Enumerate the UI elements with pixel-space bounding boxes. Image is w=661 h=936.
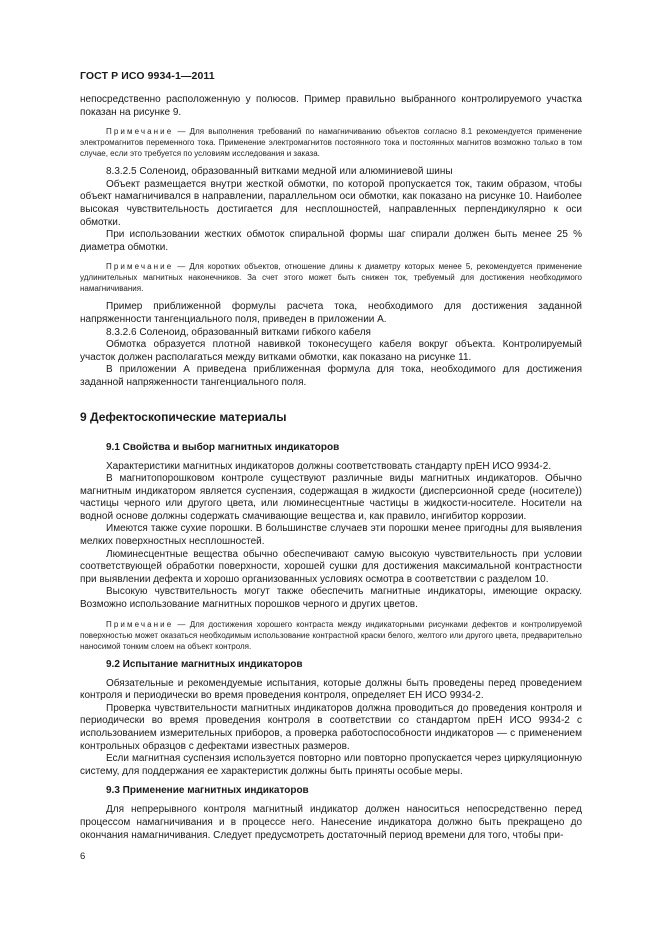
paragraph: Обязательные и рекомендуемые испытания, которые должны быть проведены перед проведением контроля и периодически во время проведения контроля, определяет ЕН ИСО 9934-2. (80, 677, 582, 702)
note-text: — Для достижения хорошего контраста между индикаторными рисунками дефектов и контролируемой поверхностью может оказаться необходимым использование контрастной краски белого, желтого или другого цвета, предварительно наносимой тонким слоем на объект контроля. (80, 619, 582, 651)
paragraph: Характеристики магнитных индикаторов должны соответствовать стандарту прЕН ИСО 9934-2. (106, 460, 552, 472)
paragraph: Если магнитная суспензия используется повторно или повторно пропускается через циркуляционную систему, для поддержания ее характеристик должны быть приняты особые меры. (80, 753, 582, 777)
note (80, 261, 582, 294)
paragraph: В магнитопорошковом контроле существуют различные виды магнитных индикаторов. Обычно магнитным индикатором является суспензия, содержащая в жидкости (дисперсионной среде (носителе)) частицы черного или другого цвета, или люминесцентные частицы в жидкости-носителе. Носители на водной основе должны содержать смачивающие вещества и, как правило, ингибитор коррозии. (80, 473, 582, 522)
paragraph: непосредственно расположенную у полюсов. Пример правильно выбранного контролируемого участка показан на рисунке 9. (80, 94, 582, 118)
note-label: Примечание (106, 619, 174, 629)
note (80, 126, 582, 159)
paragraph: Обмотка образуется плотной навивкой токонесущего кабеля вокруг объекта. Контролируемый участок должен располагаться между витками обмотки, как показано на рисунке 11. (80, 339, 582, 363)
paragraph: При использовании жестких обмоток спиральной формы шаг спирали должен быть менее 25 % диаметра обмотки. (80, 229, 582, 253)
note (80, 619, 582, 652)
note-text: — Для выполнения требований по намагничиванию объектов согласно 8.1 рекомендуется применение электромагнитов переменного тока. Применение электромагнитов постоянного тока и постоянных магнитов возможно только в том случае, если это требуется по условиям исследования и заказа. (80, 127, 582, 159)
paragraph: Для непрерывного контроля магнитный индикатор должен наноситься непосредственно перед процессом намагничивания и в процессе него. Нанесение индикатора должно быть прекращено до окончания намагничивания. Следует предусмотреть достаточный период времени для того, чтобы при- (80, 804, 582, 841)
subsection-heading: 9.3 Применение магнитных индикаторов (106, 785, 309, 797)
subsection-heading: 9.1 Свойства и выбор магнитных индикаторов (106, 441, 340, 453)
paragraph: В приложении А приведена приближенная формула для тока, необходимого для достижения заданной напряженности тангенциального поля. (80, 364, 582, 388)
document-header: ГОСТ Р ИСО 9934-1—2011 (80, 70, 215, 82)
note-label: Примечание (106, 127, 174, 137)
page-number: 6 (80, 851, 86, 862)
subsection-heading: 9.2 Испытание магнитных индикаторов (106, 658, 303, 670)
document-body (80, 94, 582, 842)
paragraph: Имеются также сухие порошки. В большинстве случаев эти порошки менее пригодны для выявления мелких поверхностных несплошностей. (80, 523, 582, 548)
paragraph: Высокую чувствительность могут также обеспечить магнитные индикаторы, имеющие окраску. Возможно использование магнитных порошков черного и других цветов. (80, 586, 582, 611)
clause-heading: 8.3.2.5 Соленоид, образованный витками медной или алюминиевой шины (106, 166, 453, 178)
paragraph: Люминесцентные вещества обычно обеспечивают самую высокую чувствительность при условии соответствующей обработки поверхности, хорошей сушки для достижения максимальной контрастности при выявлении дефекта и хорошо организованных условиях осмотра в соответствии с разделом 10. (80, 548, 582, 585)
note-text: — Для коротких объектов, отношение длины к диаметру которых менее 5, рекомендуется применение удлинительных магнитных наконечников. За счет этого может быть снижен ток, требуемый для достижения необходимого намагничивания. (80, 262, 582, 294)
section-heading: 9 Дефектоскопические материалы (80, 409, 287, 424)
note-label: Примечание (106, 262, 174, 272)
clause-heading: 8.3.2.6 Соленоид, образованный витками гибкого кабеля (106, 326, 371, 338)
paragraph: Проверка чувствительности магнитных индикаторов должна проводиться до проведения контроля и периодически во время проведения контроля в соответствии со стандартом прЕН ИСО 9934-2 с использованием измерительных приборов, а проверка работоспособности индикаторов — с применением контрольных образцов с дефектами известных размеров. (80, 702, 582, 752)
paragraph: Пример приближенной формулы расчета тока, необходимого для достижения заданной напряженности тангенциального поля, приведен в приложении А. (80, 301, 582, 325)
paragraph: Объект размещается внутри жесткой обмотки, по которой пропускается ток, таким образом, чтобы объект намагничивался в направлении, параллельном оси обмотки, как показано на рисунке 10. Наиболее высокая чувствительность достигается для несплошностей, направленных перпендикулярно к оси обмотки. (80, 178, 582, 228)
